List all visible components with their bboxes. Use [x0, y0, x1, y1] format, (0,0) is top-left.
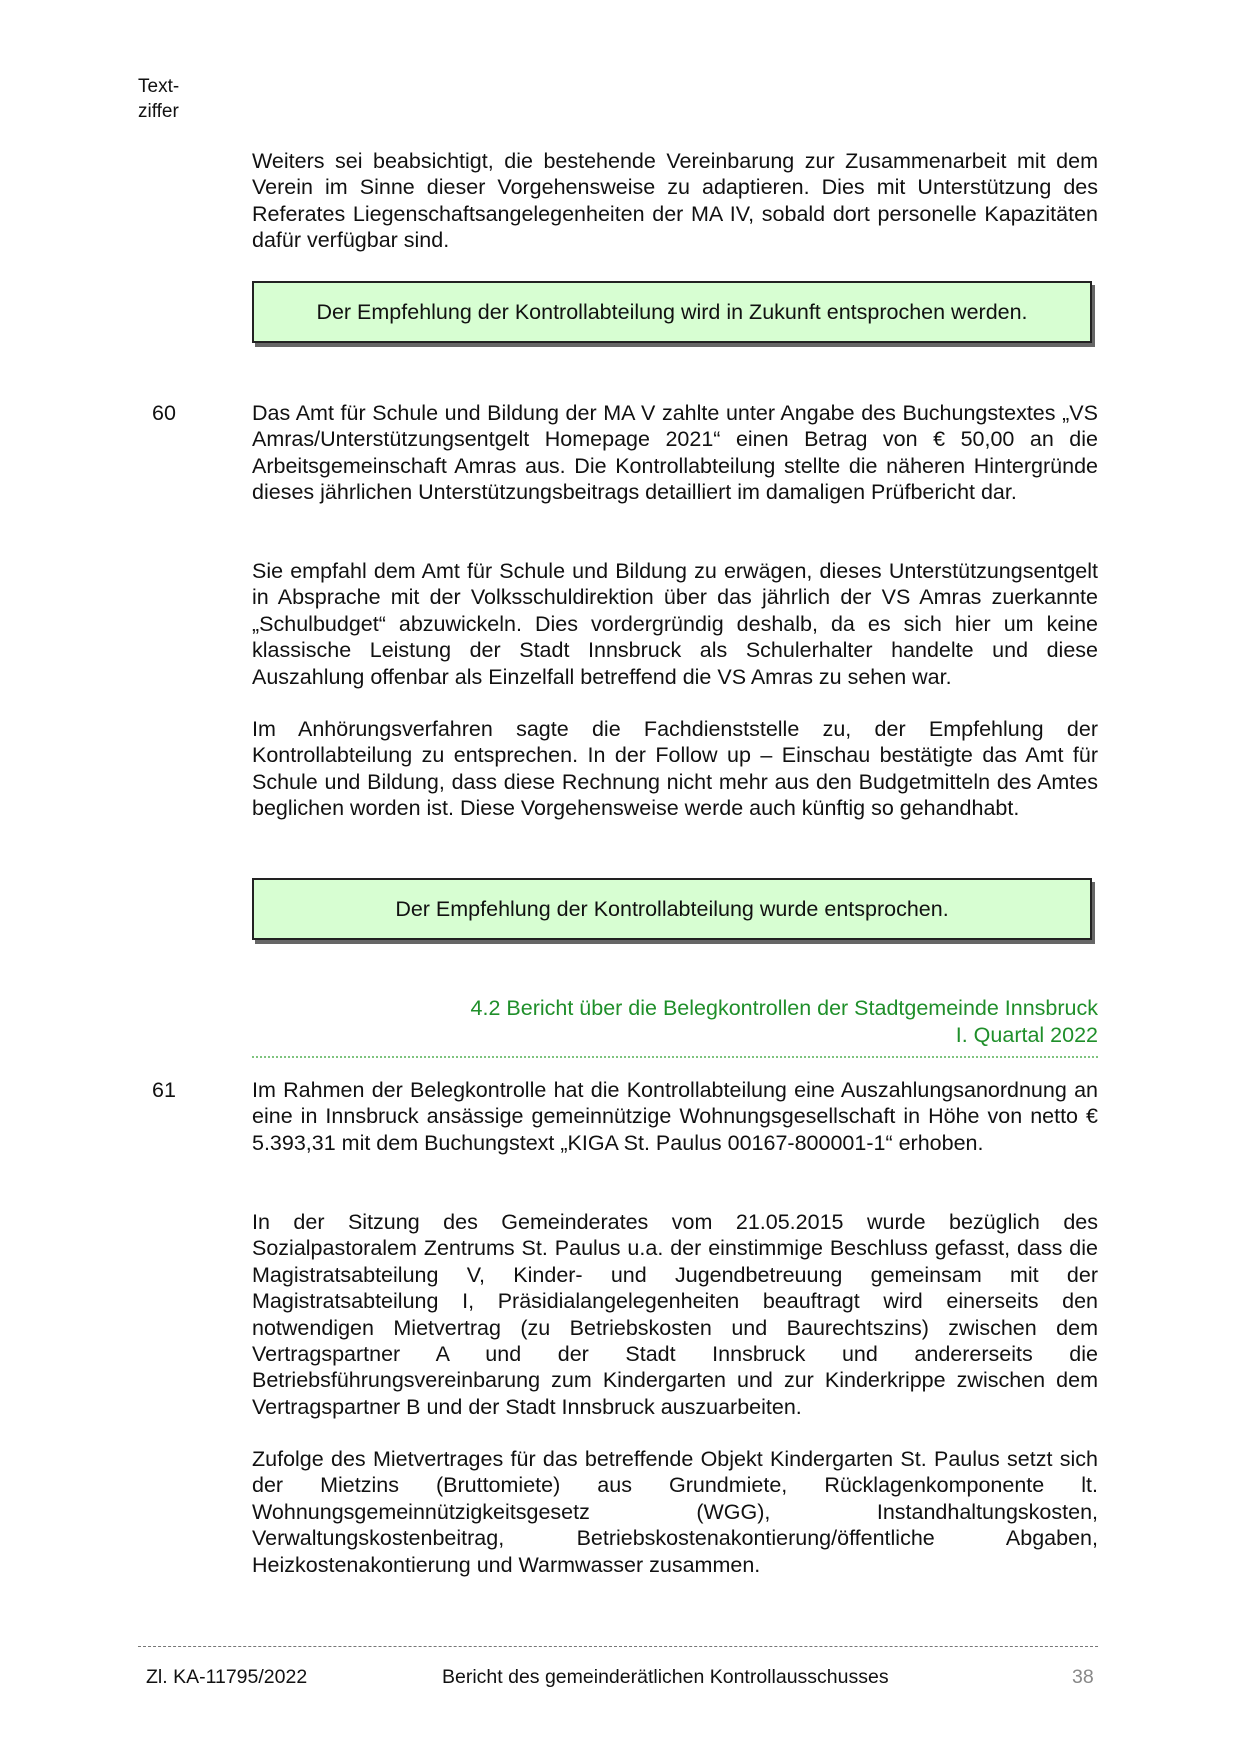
margin-label-textziffer: Text- ziffer	[138, 76, 180, 122]
recommendation-box-1	[252, 281, 1092, 343]
paragraph-intro: Weiters sei beabsichtigt, die bestehende Vereinbarung zur Zusammenarbeit mit dem Verein im Sinne dieser Vorgehensweise zu adaptieren. Dies mit Unterstützung des Referates Liegenschaftsangelegenheiten der MA IV, sobald dort personelle Kapazitäten dafür verfügbar sind.	[252, 149, 1098, 253]
textziffer-60: 60	[152, 401, 176, 425]
recommendation-text-2: Der Empfehlung der Kontrollabteilung wurde entsprochen.	[395, 896, 949, 921]
page-number: 38	[1072, 1666, 1094, 1688]
paragraph-61-b: In der Sitzung des Gemeinderates vom 21.05.2015 wurde bezüglich des Sozialpastoralem Zentrums St. Paulus u.a. der einstimmige Beschluss gefasst, dass die Magistratsabteilung V, Kinder- und Jugendbetreuung gemeinsam mit der Magistratsabteilung I, Präsidialangelegenheiten beauftragt wird einerseits den notwendigen Mietvertrag (zu Betriebskosten und Baurechtszins) zwischen dem Vertragspartner A und der Stadt Innsbruck und andererseits die Betriebsführungsvereinbarung zum Kindergarten und zur Kinderkrippe zwischen dem Vertragspartner B und der Stadt Innsbruck auszuarbeiten.	[252, 1210, 1098, 1419]
textziffer-61: 61	[152, 1078, 176, 1102]
paragraph-61-a: Im Rahmen der Belegkontrolle hat die Kontrollabteilung eine Auszahlungsanordnung an eine in Innsbruck ansässige gemeinnützige Wohnungsgesellschaft in Höhe von netto € 5.393,31 mit dem Buchungstext „KIGA St. Paulus 00167-800001-1“ erhoben.	[252, 1078, 1098, 1155]
paragraph-60-c: Im Anhörungsverfahren sagte die Fachdienststelle zu, der Empfehlung der Kontrollabteilung zu entsprechen. In der Follow up – Einschau bestätigte das Amt für Schule und Bildung, dass diese Rechnung nicht mehr aus den Budgetmitteln des Amtes beglichen worden ist. Diese Vorgehensweise werde auch künftig so gehandhabt.	[252, 717, 1098, 821]
footer-divider	[138, 1646, 1098, 1647]
footer-title: Bericht des gemeinderätlichen Kontrollausschusses	[442, 1666, 889, 1688]
recommendation-box-2	[252, 878, 1092, 940]
footer-reference: Zl. KA-11795/2022	[146, 1666, 308, 1688]
section-heading-line2: I. Quartal 2022	[955, 1023, 1098, 1047]
paragraph-60-a: Das Amt für Schule und Bildung der MA V zahlte unter Angabe des Buchungstextes „VS Amras/Unterstützungsentgelt Homepage 2021“ einen Betrag von € 50,00 an die Arbeitsgemeinschaft Amras aus. Die Kontrollabteilung stellte die näheren Hintergründe dieses jährlichen Unterstützungsbeitrags detailliert im damaligen Prüfbericht dar.	[252, 401, 1098, 505]
paragraph-60-b: Sie empfahl dem Amt für Schule und Bildung zu erwägen, dieses Unterstützungsentgelt in Absprache mit der Volksschuldirektion über das jährlich der VS Amras zuerkannte „Schulbudget“ abzuwickeln. Dies vordergründig deshalb, da es sich hier um keine klassische Leistung der Stadt Innsbruck als Schulerhalter handelte und diese Auszahlung offenbar als Einzelfall betreffend die VS Amras zu sehen war.	[252, 559, 1098, 689]
paragraph-61-c: Zufolge des Mietvertrages für das betreffende Objekt Kindergarten St. Paulus setzt sich der Mietzins (Bruttomiete) aus Grundmiete, Rücklagenkomponente lt. Wohnungsgemeinnützigkeitsgesetz (WGG), Instandhaltungskosten, Verwaltungskostenbeitrag, Betriebskostenakontierung/öffentliche Abgaben, Heizkostenakontierung und Warmwasser zusammen.	[252, 1447, 1098, 1577]
recommendation-text-1: Der Empfehlung der Kontrollabteilung wird in Zukunft entsprochen werden.	[316, 299, 1028, 324]
section-heading-line1: 4.2 Bericht über die Belegkontrollen der Stadtgemeinde Innsbruck	[470, 996, 1098, 1020]
section-divider	[252, 1056, 1098, 1058]
